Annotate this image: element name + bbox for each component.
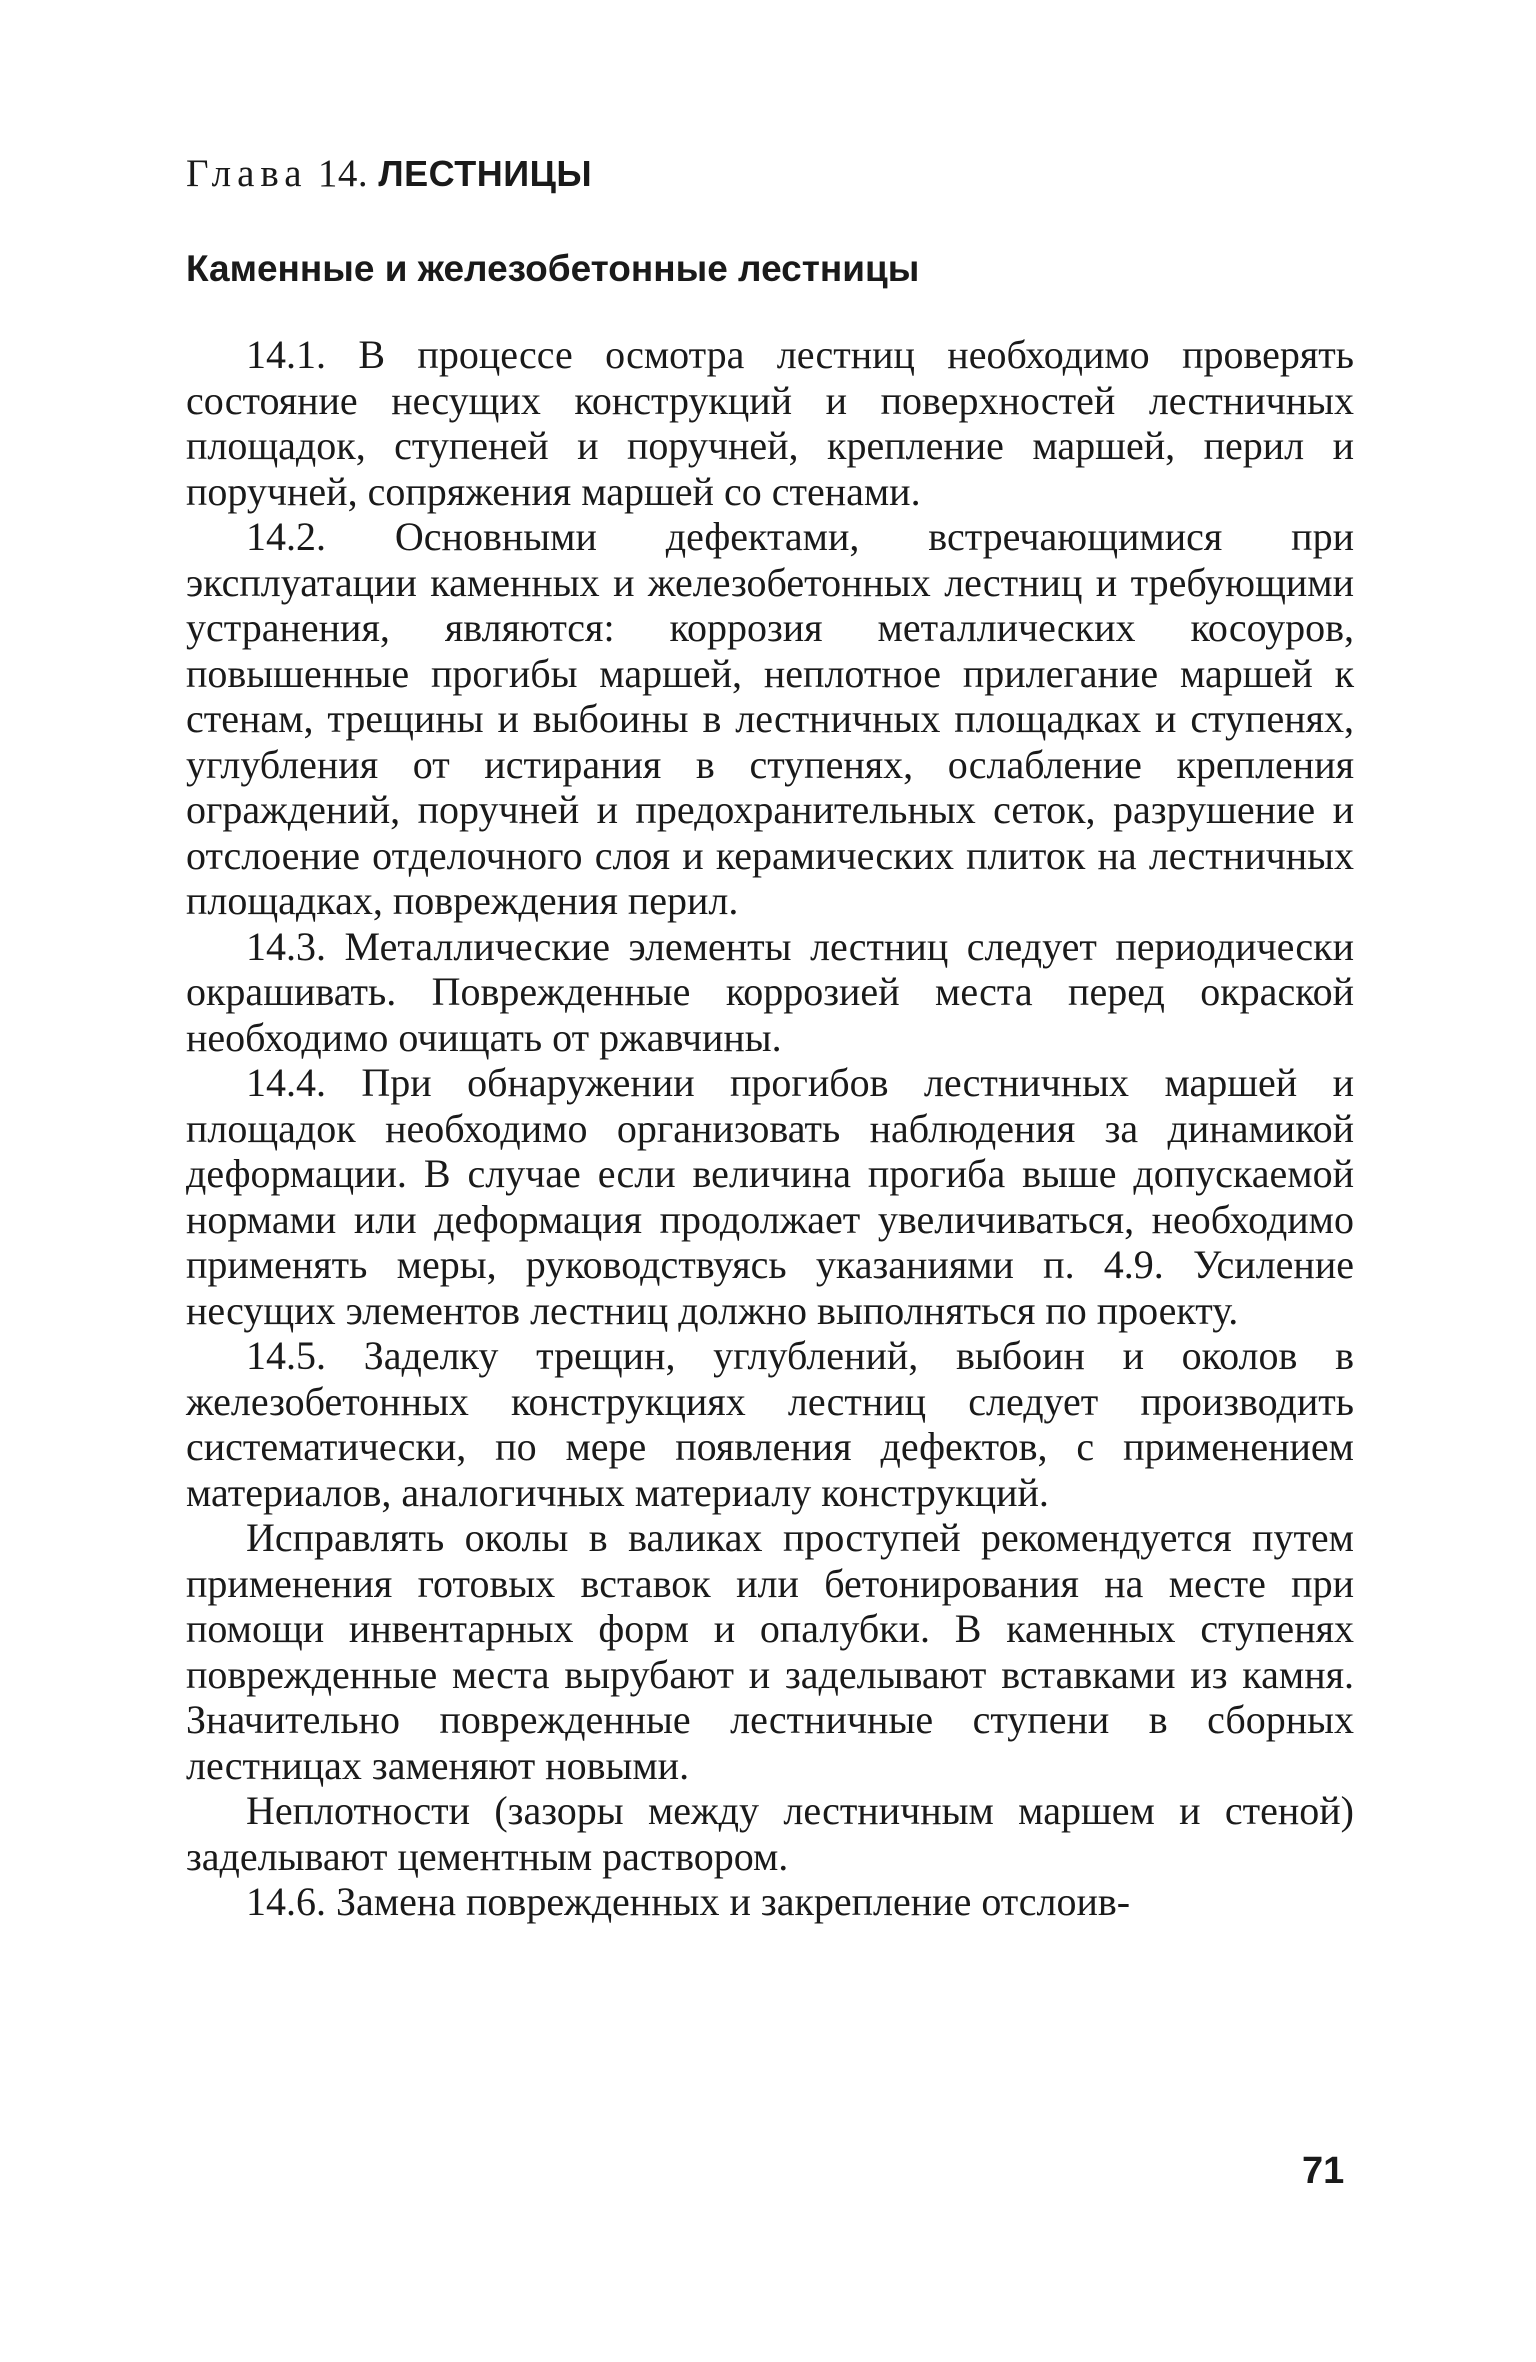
paragraph-14-4: 14.4. При обнаружении прогибов лестничных маршей и площадок необходимо организовать наблюдения за динамикой деформации. В случае если величина прогиба выше допускаемой нормами или деформация продолжает увеличиваться, необходимо применять меры, руководствуясь указаниями п. 4.9. Усиление несущих элементов лестниц должно выполняться по проекту.	[186, 1060, 1354, 1333]
page-body	[186, 150, 1354, 1925]
chapter-label: Глава	[186, 152, 308, 195]
paragraph-repair-steps: Исправлять околы в валиках проступей рекомендуется путем применения готовых вставок или бетонирования на месте при помощи инвентарных форм и опалубки. В каменных ступенях поврежденные места вырубают и заделывают вставками из камня. Значительно поврежденные лестничные ступени в сборных лестницах заменяют новыми.	[186, 1515, 1354, 1788]
section-title: Каменные и железобетонные лестницы	[186, 248, 920, 289]
page-number: 71	[1302, 2150, 1345, 2192]
chapter-title: ЛЕСТНИЦЫ	[378, 153, 593, 194]
chapter-heading	[186, 150, 1354, 198]
paragraph-14-1: 14.1. В процессе осмотра лестниц необходимо проверять состояние несущих конструкций и поверхностей лестничных площадок, ступеней и поручней, крепление маршей, перил и поручней, сопряжения маршей со стенами.	[186, 332, 1354, 514]
paragraph-gaps: Неплотности (зазоры между лестничным маршем и стеной) заделывают цементным раствором.	[186, 1788, 1354, 1879]
paragraph-14-6: 14.6. Замена поврежденных и закрепление отслоив-	[246, 1879, 1131, 1924]
paragraph-14-5: 14.5. Заделку трещин, углублений, выбоин и околов в железобетонных конструкциях лестниц следует производить систематически, по мере появления дефектов, с применением материалов, аналогичных материалу конструкций.	[186, 1333, 1354, 1515]
paragraph-14-2: 14.2. Основными дефектами, встречающимися при эксплуатации каменных и железобетонных лестниц и требующими устранения, являются: коррозия металлических косоуров, повышенные прогибы маршей, неплотное прилегание маршей к стенам, трещины и выбоины в лестничных площадках и ступенях, углубления от истирания в ступенях, ослабление крепления ограждений, поручней и предохранительных сеток, разрушение и отслоение отделочного слоя и керамических плиток на лестничных площадках, повреждения перил.	[186, 514, 1354, 923]
paragraph-14-3: 14.3. Металлические элементы лестниц следует периодически окрашивать. Поврежденные коррозией места перед окраской необходимо очищать от ржавчины.	[186, 923, 1354, 1060]
chapter-number: 14.	[317, 152, 369, 195]
